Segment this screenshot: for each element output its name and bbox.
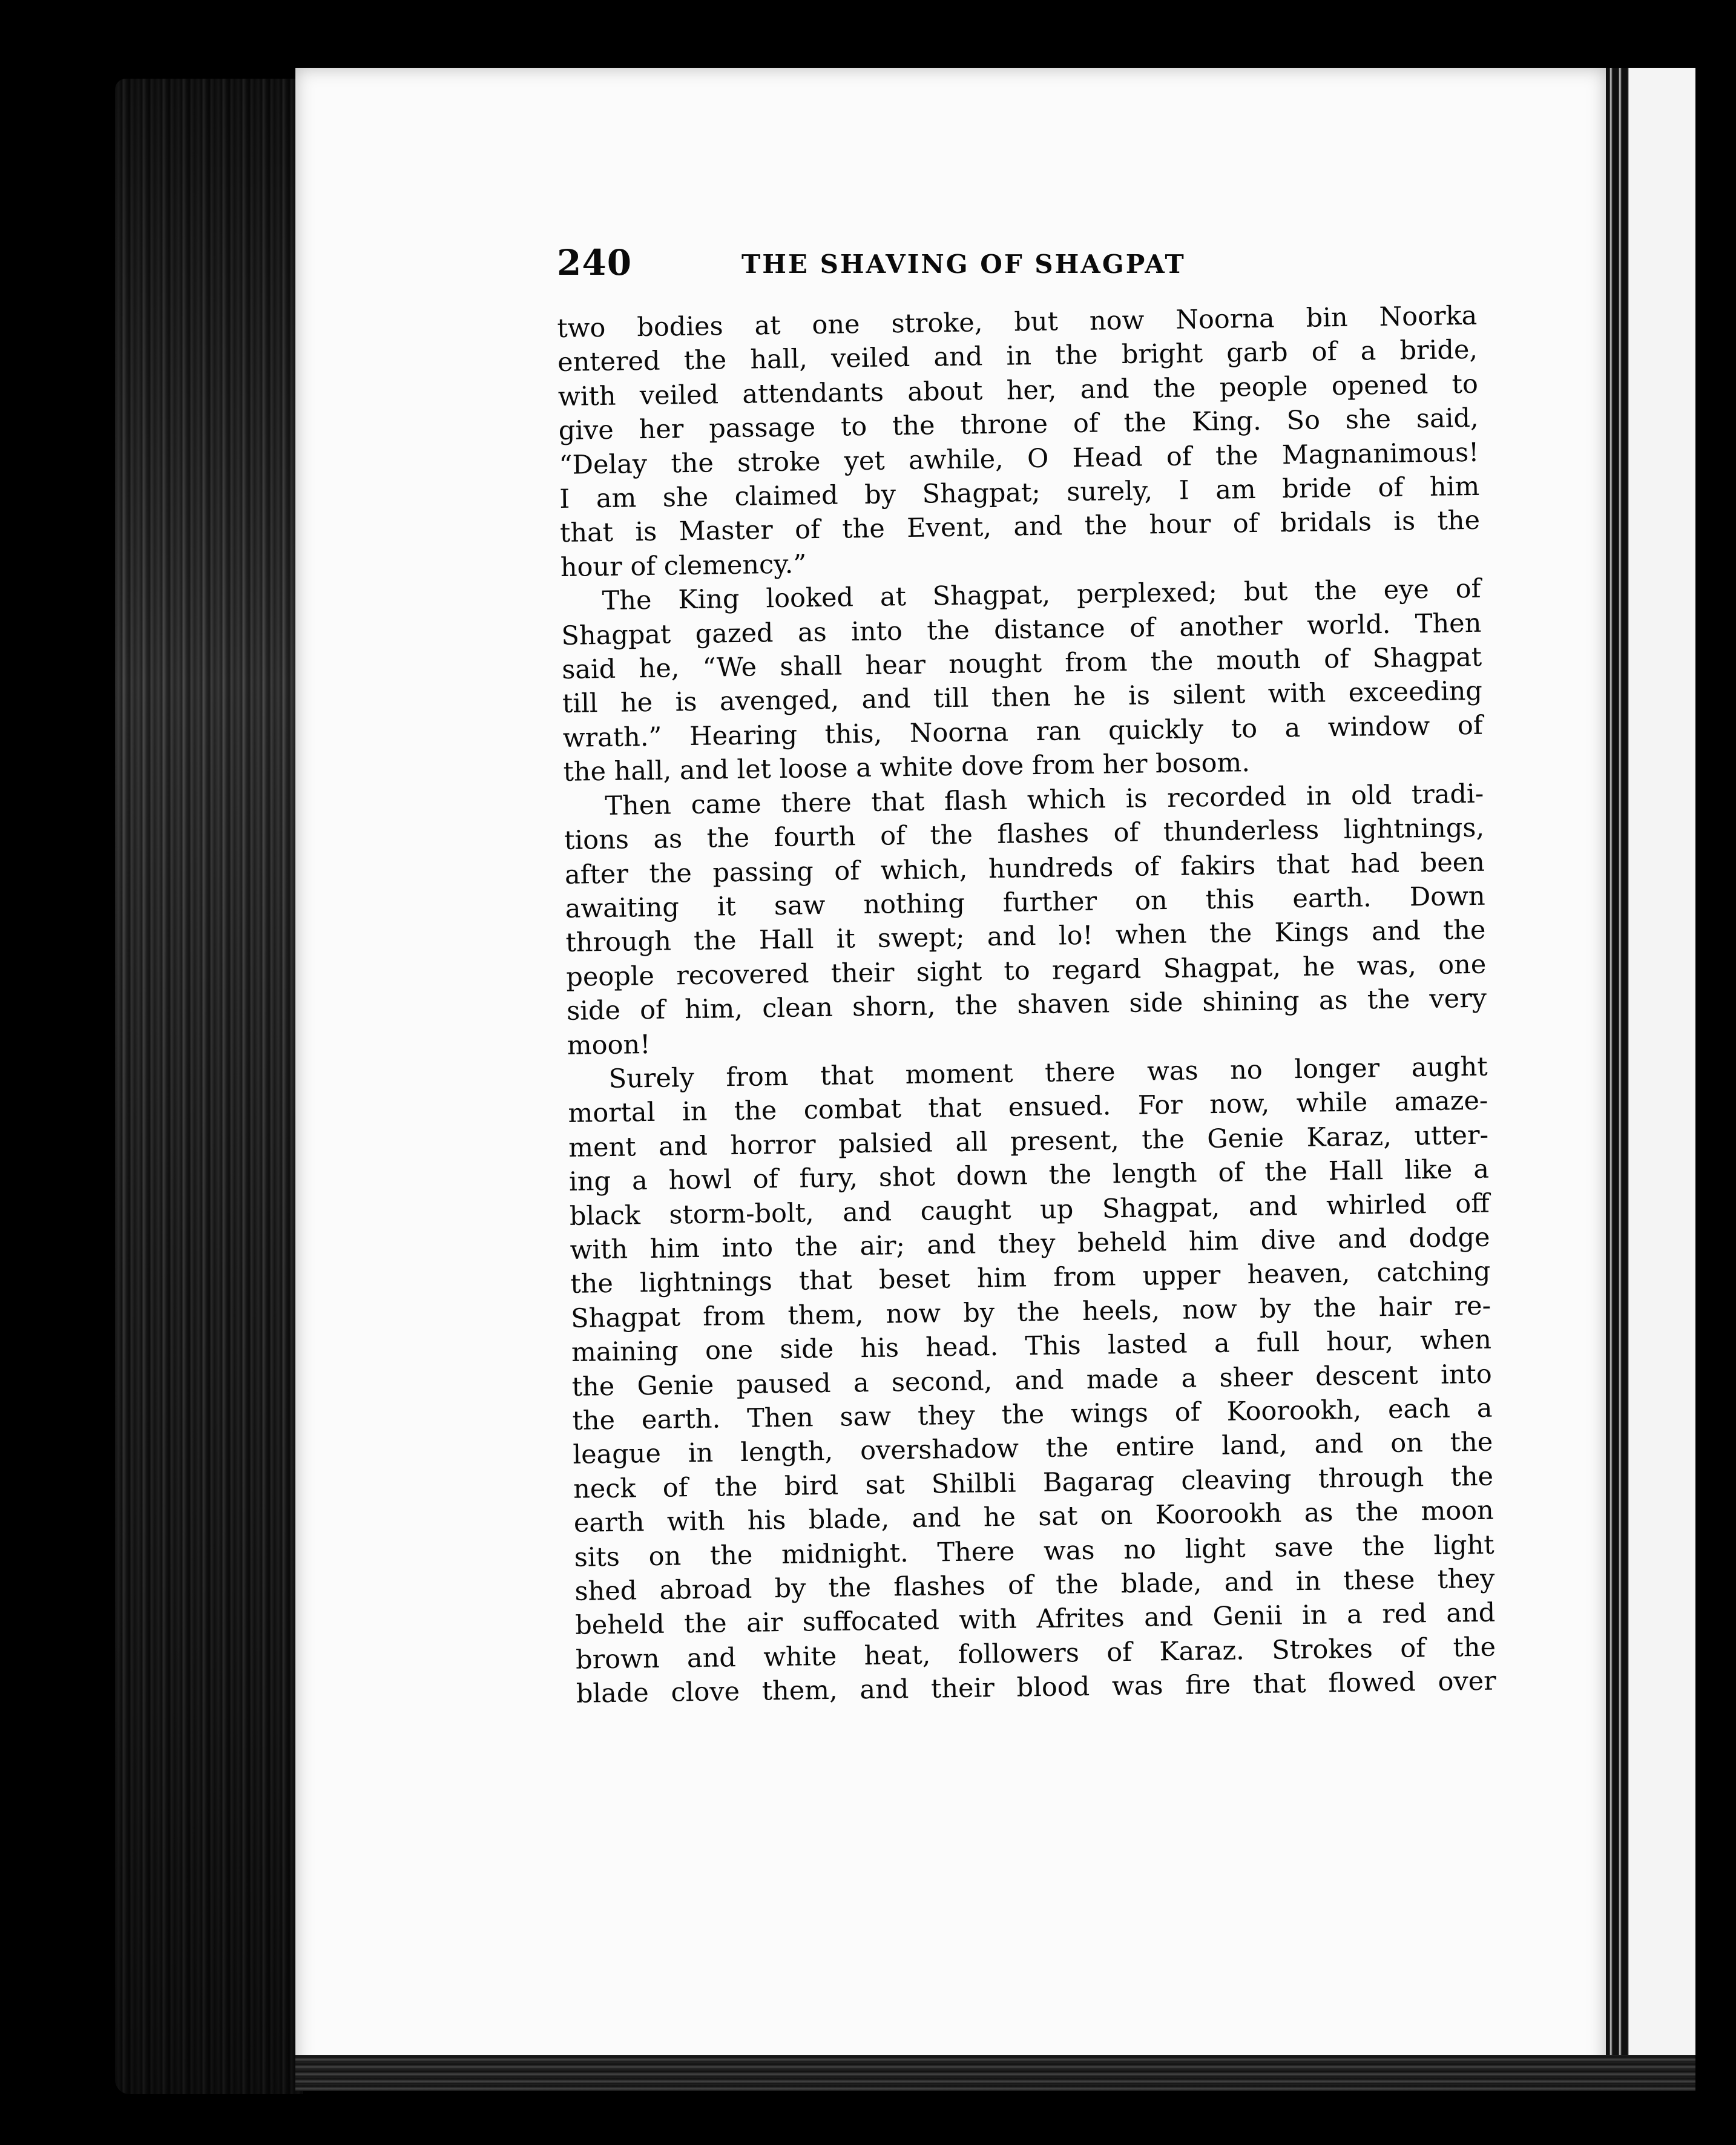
book-edge (115, 79, 303, 2094)
text-line: blade clove them, and their blood was fire that flowed over (576, 1666, 1497, 1710)
paragraph (567, 1050, 1496, 1712)
running-title: THE SHAVING OF SHAGPAT (741, 249, 1186, 279)
text-line: hour of clemency.” (560, 549, 807, 583)
paragraph (561, 572, 1484, 790)
text-line: that is Master of the Event, and the hour of bridals is the (559, 505, 1481, 549)
text-line: said he, “We shall hear nought from the mouth of Shagpat (561, 642, 1482, 686)
text-line: the hall, and let loose a white dove from her bosom. (563, 747, 1251, 788)
facing-page-edge (1629, 68, 1695, 2083)
body-text (557, 299, 1496, 1712)
text-line: The King looked at Shagpat, perplexed; but the eye of (602, 573, 1481, 617)
text-line: wrath.” Hearing this, Noorna ran quickly to a window of (562, 710, 1484, 754)
text-line: brown and white heat, followers of Karaz. Strokes of the (575, 1632, 1496, 1675)
text-line: moon! (567, 1029, 651, 1061)
text-line: mortal in the combat that ensued. For now, while amaze- (568, 1085, 1488, 1129)
text-line: Surely from that moment there was no longer aught (608, 1051, 1488, 1094)
text-line: sits on the midnight. There was no light save the light (574, 1529, 1494, 1573)
bottom-page-edge (295, 2055, 1695, 2091)
text-line: ing a howl of fury, shot down the length of the Hall like a (568, 1154, 1490, 1198)
text-line: the earth. Then saw they the wings of Koorookh, each a (572, 1393, 1493, 1436)
text-line: tions as the fourth of the flashes of thunderless lightnings, (564, 812, 1485, 856)
text-line: neck of the bird sat Shilbli Bagarag cleaving through the (573, 1461, 1494, 1505)
text-line: with veiled attendants about her, and the people opened to (557, 369, 1479, 412)
paragraph (557, 299, 1481, 585)
text-line: the lightnings that beset him from upper heaven, catching (570, 1256, 1491, 1300)
text-line: maining one side his head. This lasted a full hour, when (571, 1324, 1492, 1368)
text-line: Shagpat from them, now by the heels, now by the hair re- (570, 1290, 1491, 1334)
text-line: earth with his blade, and he sat on Koorookh as the moon (573, 1495, 1494, 1539)
text-line: the Genie paused a second, and made a sheer descent into (571, 1359, 1493, 1402)
paragraph (564, 777, 1487, 1062)
text-line: with him into the air; and they beheld him dive and dodge (570, 1222, 1490, 1266)
page-stack-edge (1606, 68, 1629, 2083)
text-line: ment and horror palsied all present, the Genie Karaz, utter- (568, 1120, 1489, 1163)
text-line: two bodies at one stroke, but now Noorna bin Noorka (557, 300, 1478, 344)
text-line: through the Hall it swept; and lo! when the Kings and the (565, 915, 1486, 959)
text-line: after the passing of which, hundreds of fakirs that had been (564, 847, 1485, 890)
text-line: Then came there that flash which is recorded in old tradi- (605, 778, 1484, 821)
text-line: I am she claimed by Shagpat; surely, I am bride of him (559, 471, 1480, 514)
text-line: black storm-bolt, and caught up Shagpat, and whirled off (569, 1188, 1490, 1232)
text-line: awaiting it saw nothing further on this earth. Down (565, 881, 1485, 924)
text-line: entered the hall, veiled and in the bright garb of a bride, (557, 335, 1478, 378)
text-line: people recovered their sight to regard Shagpat, he was, one (566, 949, 1487, 993)
page-header (557, 242, 1392, 291)
text-line: “Delay the stroke yet awhile, O Head of the Magnanimous! (559, 437, 1479, 481)
text-line: Shagpat gazed as into the distance of another world. Then (561, 608, 1482, 651)
text-line: give her passage to the throne of the King. So she said, (558, 402, 1479, 447)
text-line: till he is avenged, and till then he is silent with exceeding (562, 676, 1483, 720)
page-number: 240 (557, 242, 633, 283)
text-line: shed abroad by the flashes of the blade, and in these they (574, 1563, 1495, 1607)
text-line: side of him, clean shorn, the shaven side shining as the very (566, 983, 1487, 1027)
text-line: league in length, overshadow the entire land, and on the (573, 1427, 1493, 1471)
text-line: beheld the air suffocated with Afrites and Genii in a red and (574, 1598, 1496, 1641)
